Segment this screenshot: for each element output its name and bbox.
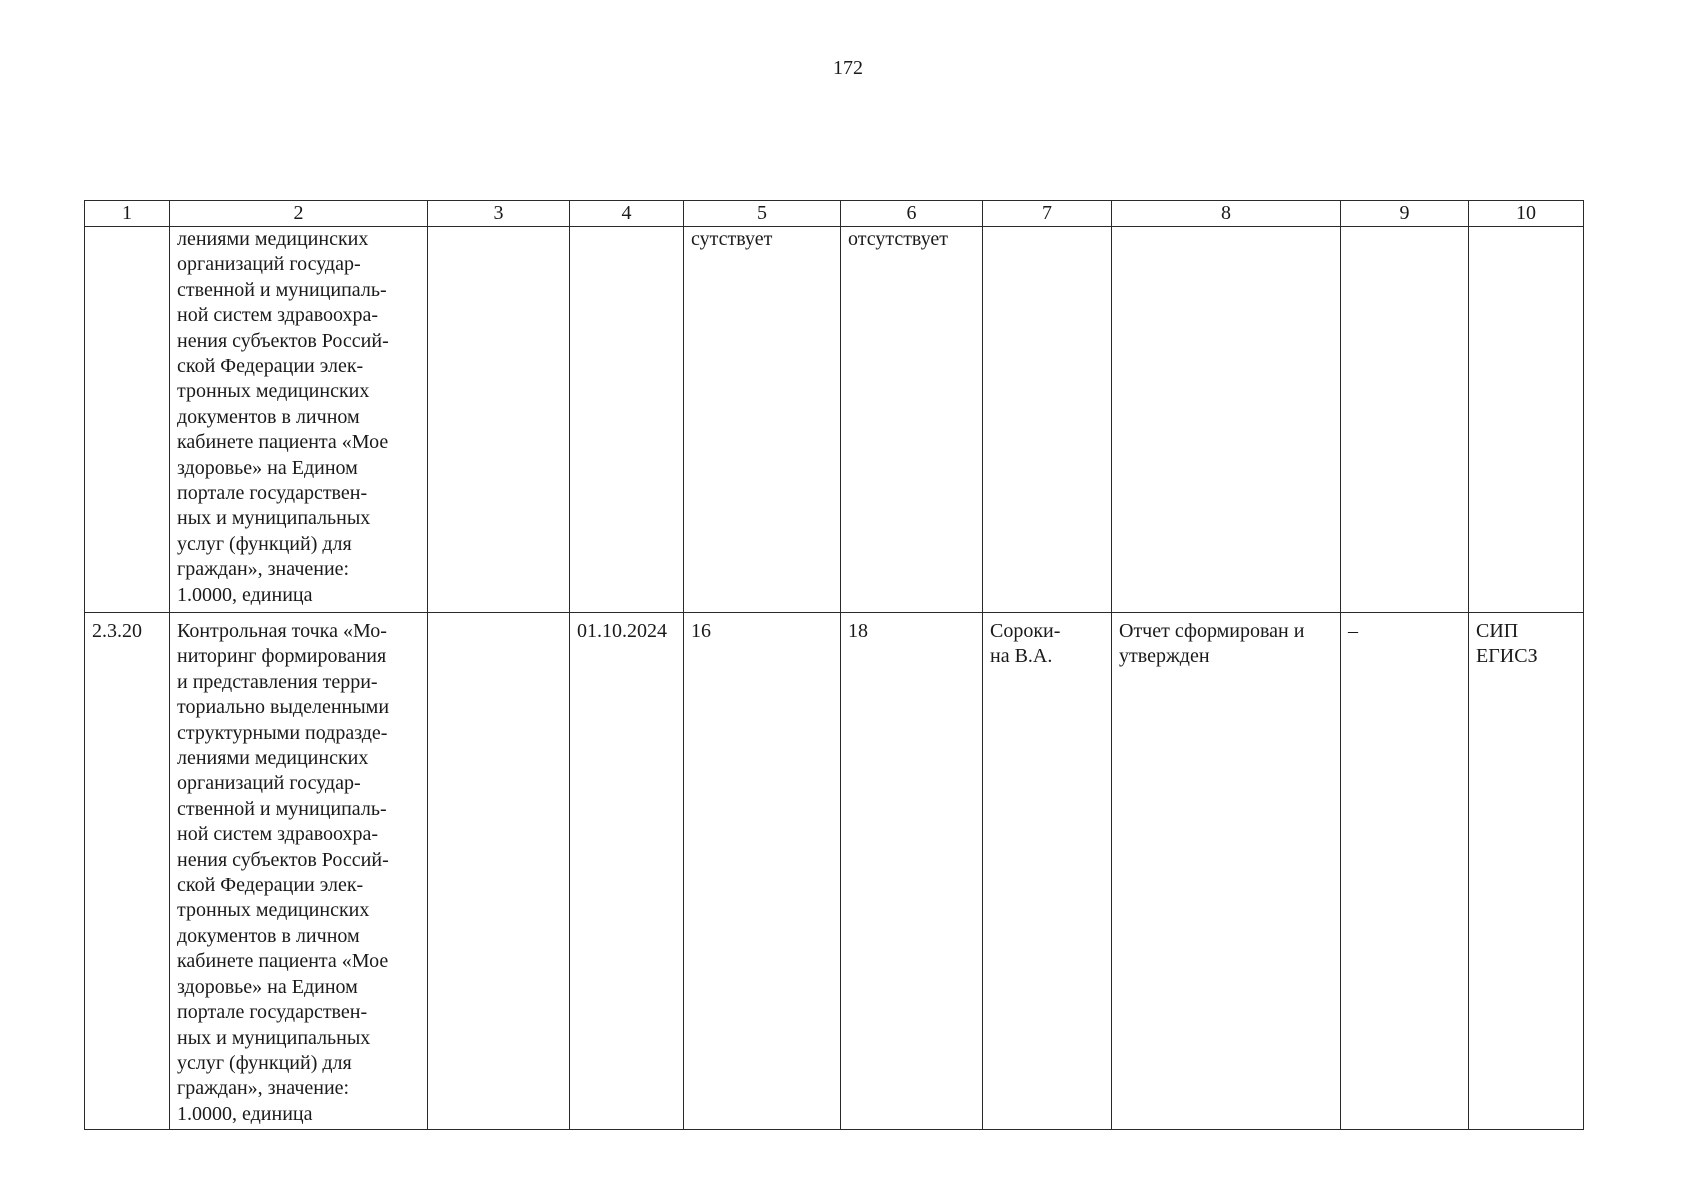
column-number-header: 8 (1112, 201, 1341, 227)
table-cell: отсутствует (841, 227, 983, 613)
table-cell (428, 613, 570, 1130)
table-row (85, 613, 1584, 1130)
plan-table (84, 200, 1584, 1130)
column-number-header: 9 (1341, 201, 1469, 227)
item-number-cell: 2.3.20 (85, 613, 170, 1130)
table-cell: 18 (841, 613, 983, 1130)
column-number-header: 3 (428, 201, 570, 227)
column-number-header: 6 (841, 201, 983, 227)
column-number-header: 7 (983, 201, 1112, 227)
column-number-header: 5 (684, 201, 841, 227)
information-system-cell: СИП ЕГИСЗ (1469, 613, 1584, 1130)
page-number: 172 (833, 57, 863, 79)
item-number-cell (85, 227, 170, 613)
column-number-header: 10 (1469, 201, 1584, 227)
date-cell (570, 227, 684, 613)
date-cell: 01.10.2024 (570, 613, 684, 1130)
result-cell: Отчет сформирован и утвержден (1112, 613, 1341, 1130)
column-number-header: 2 (170, 201, 428, 227)
result-cell (1112, 227, 1341, 613)
column-number-row (85, 201, 1584, 227)
column-number-header: 1 (85, 201, 170, 227)
responsible-person-cell (983, 227, 1112, 613)
column-number-header: 4 (570, 201, 684, 227)
responsible-person-cell: Сороки- на В.А. (983, 613, 1112, 1130)
table-cell (428, 227, 570, 613)
item-description-cell: лениями медицинских организаций государ- ственной и муниципаль- ной систем здравоохра- нения субъектов Россий- ской Федерации элек- тронных медицинских документов в личном кабинете пациента «Мое здоровье» на Едином портале государствен- ных и муниципальных услуг (функций) для граждан», значение: 1.0000, единица (170, 227, 428, 613)
table-cell: сутствует (684, 227, 841, 613)
information-system-cell (1469, 227, 1584, 613)
table-row (85, 227, 1584, 613)
table-cell: – (1341, 613, 1469, 1130)
item-description-cell: Контрольная точка «Мо- ниторинг формирования и представления терри- ториально выделенными структурными подразде- лениями медицинских организаций государ- ственной и муниципаль- ной систем здравоохра- нения субъектов Россий- ской Федерации элек- тронных медицинских документов в личном кабинете пациента «Мое здоровье» на Едином портале государствен- ных и муниципальных услуг (функций) для граждан», значение: 1.0000, единица (170, 613, 428, 1130)
table-cell (1341, 227, 1469, 613)
table-cell: 16 (684, 613, 841, 1130)
